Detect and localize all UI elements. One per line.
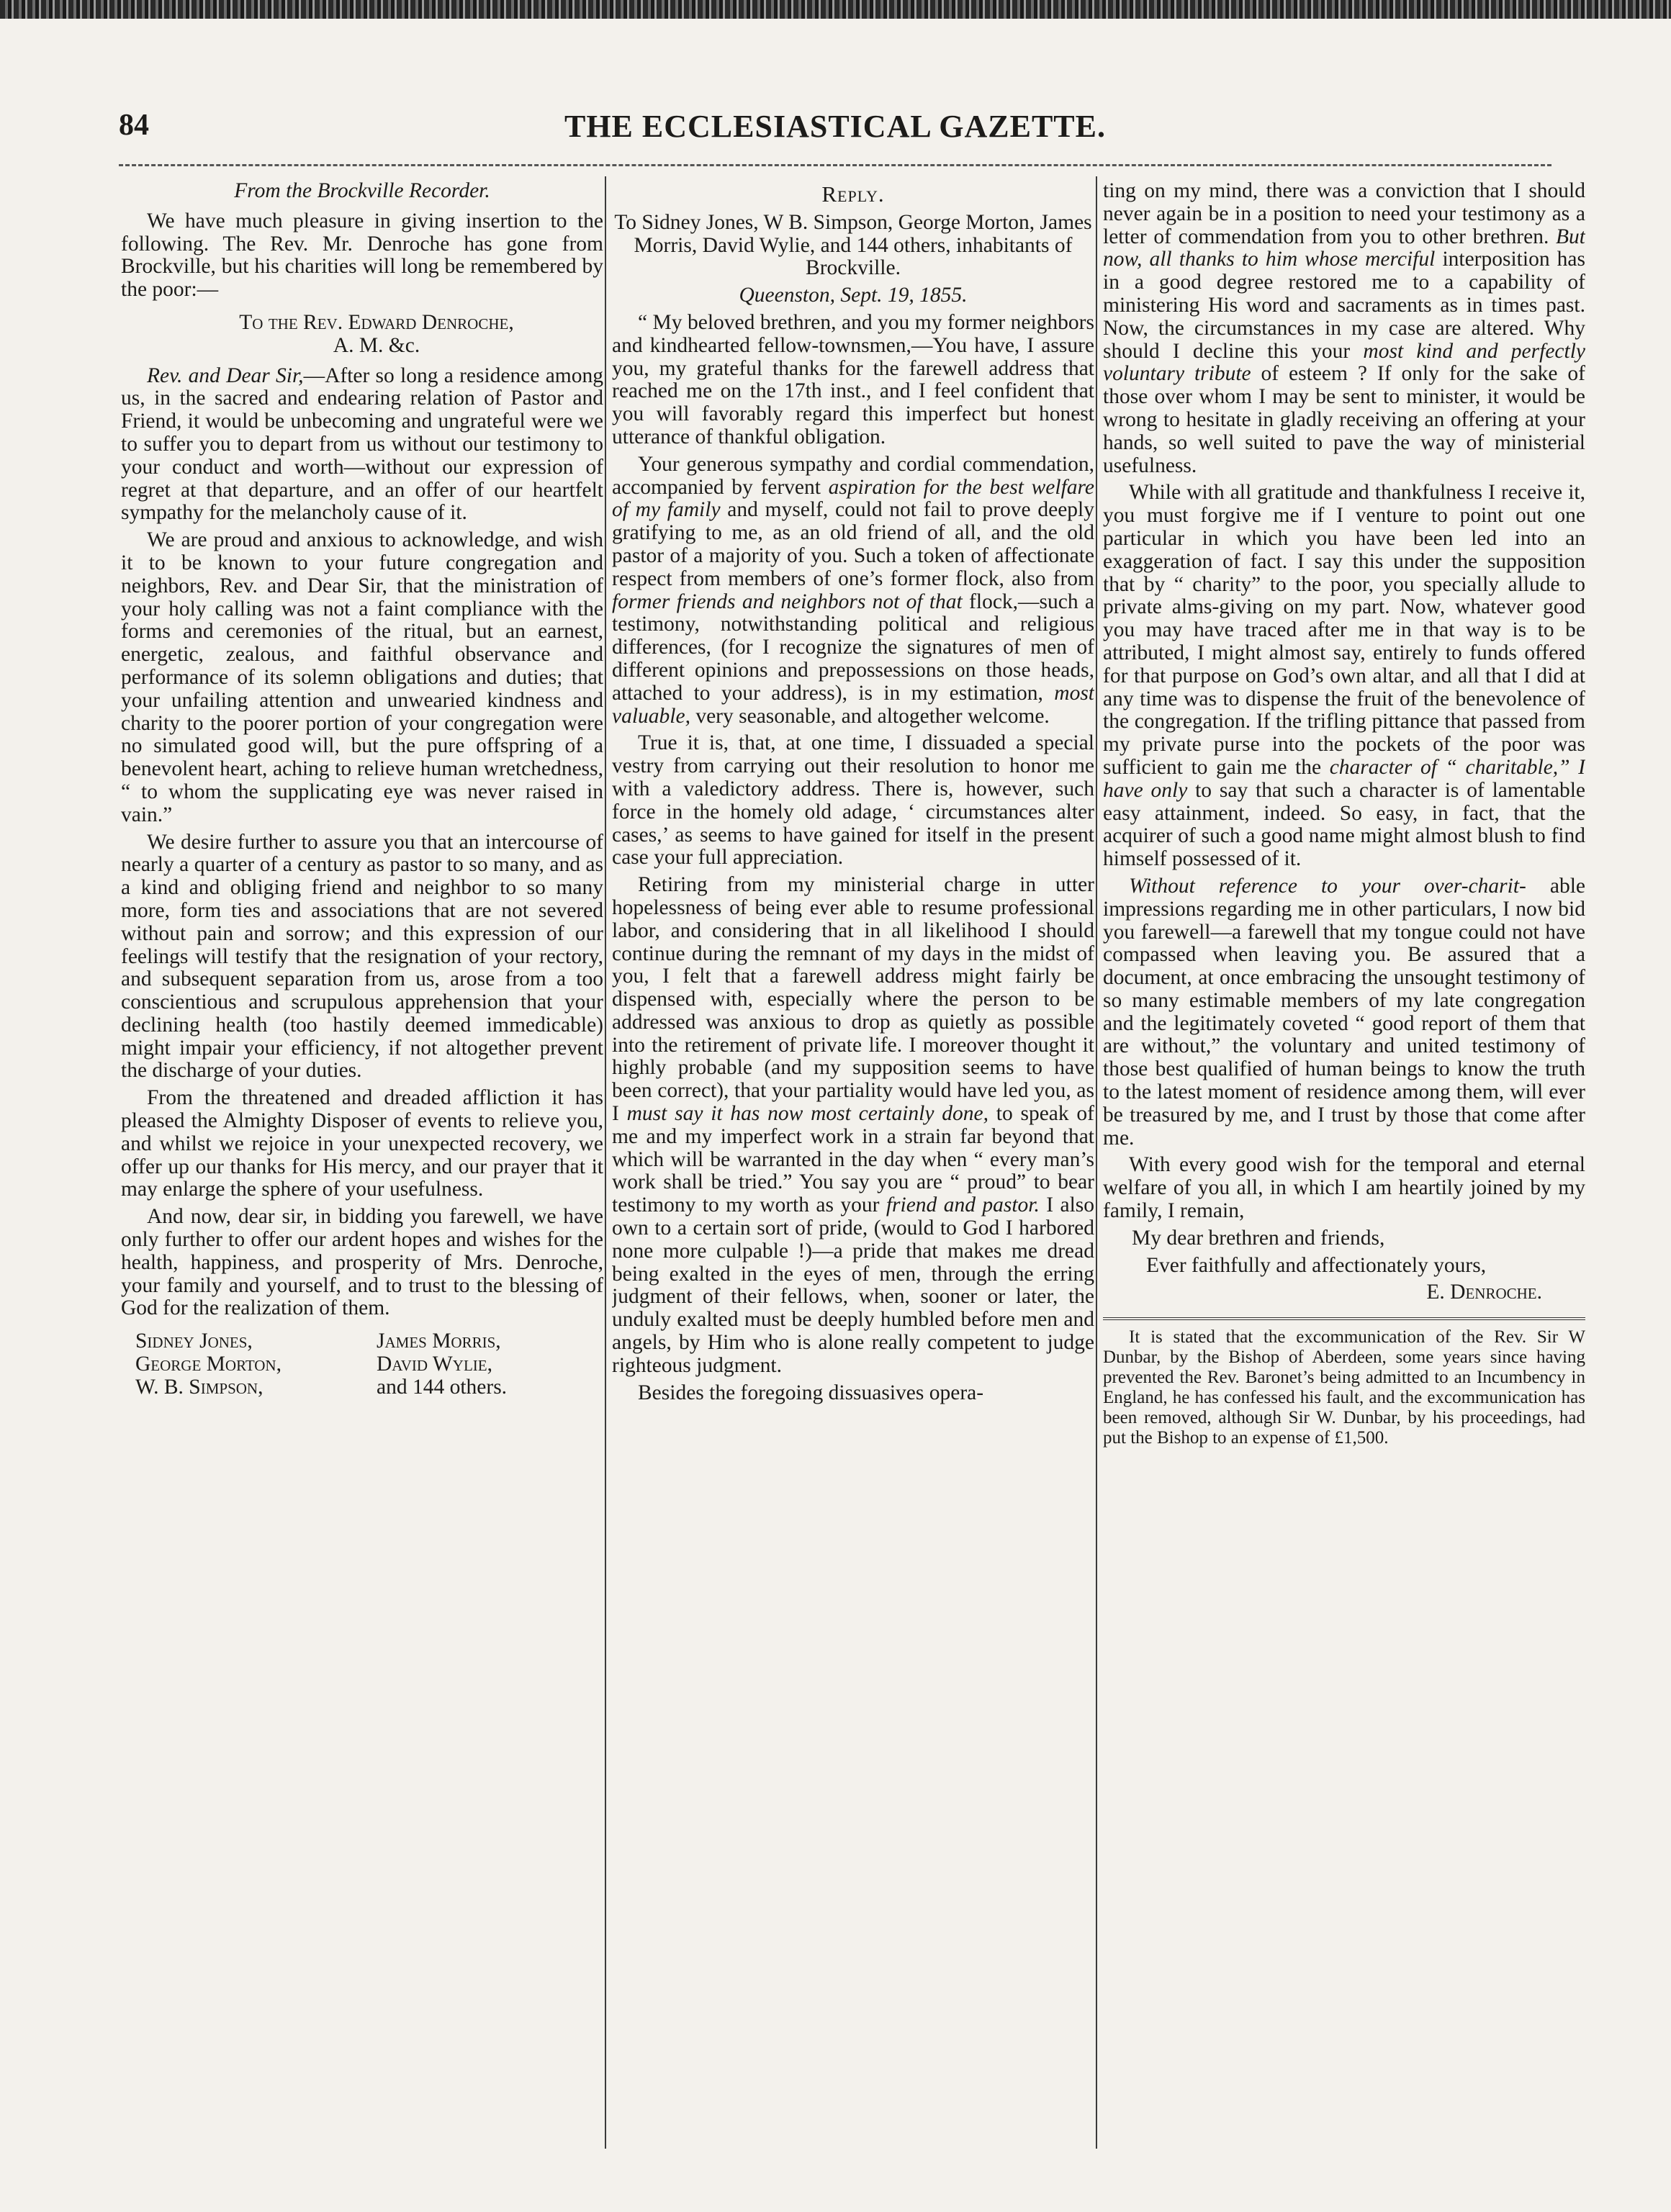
column-divider — [1096, 176, 1097, 2149]
italic-run: former friends and neighbors not of that — [612, 590, 963, 613]
text-run: able impressions regarding me in other particulars, I now bid you farewell—a farewell that my tongue could not have compassed when leaving you. Be assured that a document, at once embracing the unsought testimony of so many estimable members of my late congregation and the legitimately coveted “ good report of them that are without,” the voluntary and united testimony of those best qualified of human beings to know the truth to the latest moment of residence among them, will ever be treasured by me, and I trust by those that come after me. — [1103, 874, 1585, 1150]
italic-run: friend and pastor. — [886, 1193, 1040, 1217]
italic-run: Without reference to your over-charit- — [1129, 874, 1526, 898]
news-note: It is stated that the excommunication of the Rev. Sir W Dunbar, by the Bishop of Aberdeen, some years since having prevented the Rev. Baronet’s being admitted to an Incumbency in England, he has confessed his fault, and the excommunication has been removed, although Sir W. Dunbar, by his proceedings, had put the Bishop to an expense of £1,500. — [1103, 1327, 1585, 1448]
reply-addressees: To Sidney Jones, W B. Simpson, George Morton, James Morris, David Wylie, and 144 others, inhabitants of Brockville. — [614, 210, 1092, 280]
text-run: to say that such a character is of lamentable easy attainment, indeed. So easy, in fact, that the acquirer of such a good name might almost blush to find himself possessed of it. — [1103, 778, 1585, 871]
signatures — [121, 1330, 603, 1399]
closing-line: Ever faithfully and affectionately yours, — [1146, 1253, 1487, 1277]
reply-paragraph — [1103, 875, 1585, 1150]
column-divider — [605, 176, 606, 2149]
text-run: and myself, could not fail to prove deeply gratifying to me, as an old friend of all, and the old pastor of a majority of you. Such a token of affectionate respect from members of one’s former flock, also from — [612, 498, 1094, 590]
dateline: Queenston, Sept. 19, 1855. — [739, 284, 968, 307]
reply-paragraph — [612, 453, 1094, 728]
column-1 — [121, 180, 603, 2167]
header-rule — [119, 164, 1551, 166]
reply-paragraph: True it is, that, at one time, I dissuaded a special vestry from carrying out their resolution to honor me with a valedictory address. There is, however, such force in the homely old adage, ‘ circumstances alter cases,’ as seems to have gained for itself in the present case your full appreciation. — [612, 731, 1094, 870]
text-run: Your generous sympathy and cordial commendation, accompanied by fervent — [612, 452, 1094, 499]
reply-paragraph — [612, 874, 1094, 1378]
column-3 — [1103, 180, 1585, 2167]
address-text: —After so long a residence among us, in the sacred and endearing relation of Pastor and Friend, it would be unbecoming and ungrateful were we to suffer you to depart from us without our testimony to your conduct and worth—without our expression of regret at that departure, and an offer of our heartfelt sympathy for the melancholy cause of it. — [121, 364, 603, 525]
reply-paragraph: With every good wish for the temporal and eternal welfare of you all, in which I am heartily joined by my family, I remain, — [1103, 1153, 1585, 1223]
addressee — [121, 312, 603, 358]
page-header — [119, 108, 1551, 158]
reply-paragraph: “ My beloved brethren, and you my former neighbors and kindhearted fellow-townsmen,—You have, I assure you, my grateful thanks for the farewell address that reached me on the 17th inst., and I feel confident that you will favorably regard this imperfect but honest utterance of thankful obligation. — [612, 310, 1094, 448]
reply-paragraph: Besides the foregoing dissuasives opera- — [638, 1381, 984, 1404]
address-paragraph: We are proud and anxious to acknowledge, and wish it to be known to your future congregation and neighbors, Rev. and Dear Sir, that the ministration of your holy calling was not a faint compliance with the forms and ceremonies of the ritual, but an earnest, energetic, zealous, and faithful observance and performance of its solemn obligations and duties; that your unfailing attention and unwearied kindness and charity to the poorer portion of your congregation were no simulated good will, but the pure offspring of a benevolent heart, aching to relieve human wretchedness, “ to whom the supplicating eye was never raised in vain.” — [121, 528, 603, 826]
text-run: Retiring from my ministerial charge in utter hopelessness of being ever able to resume professional labor, and considering that in all likelihood I should continue during the remnant of my days in the midst of you, I felt that a farewell address might fairly be dispensed with, especially where the person to be addressed was anxious to drop as quietly as possible into the retirement of private life. I moreover thought it highly probable (and my supposition seems to have been correct), that your partiality would have led you, as I — [612, 873, 1094, 1126]
closing-line: My dear brethren and friends, — [1132, 1226, 1385, 1250]
note-rule — [1103, 1317, 1585, 1320]
reply-heading: Reply. — [821, 181, 885, 207]
italic-run: But now, all thanks to him whose merciful — [1103, 225, 1585, 271]
source-line: From the Brockville Recorder. — [234, 180, 490, 202]
address-paragraph: We desire further to assure you that an intercourse of nearly a quarter of a century as pastor to so many, and as a kind and obliging friend and neighbor to so many more, form ties and associations that are not severed without pain and sorrow; and this expression of our feelings will testify that the resignation of your rectory, and subsequent separation from us, arose from a too conscientious and scrupulous apprehension that your declining health (too hastily deemed immedicable) might impair your efficiency, if not altogether prevent the discharge of your duties. — [121, 830, 603, 1083]
signature: and 144 others. — [377, 1375, 508, 1399]
signature: George Morton, — [135, 1353, 281, 1376]
reply-paragraph — [1103, 180, 1585, 477]
italic-run: must say it has now most certainly done, — [626, 1102, 988, 1126]
text-run: very seasonable, and altogether welcome. — [690, 704, 1050, 728]
address-paragraph — [121, 365, 603, 525]
masthead-title: THE ECCLESIASTICAL GAZETTE. — [564, 109, 1107, 144]
signature: Sidney Jones, — [135, 1330, 253, 1353]
signoff: E. Denroche. — [1426, 1281, 1542, 1304]
signature: W. B. Simpson, — [135, 1375, 264, 1399]
text-run: of esteem ? If only for the sake of those over whom I may be sent to minister, it would be wrong to hesitate in gladly receiving an offering at your hands, so well suited to pave the way of ministerial usefulness. — [1103, 362, 1585, 477]
italic-run: most kind and perfectly voluntary tribute — [1103, 339, 1585, 386]
top-scan-band — [0, 0, 1671, 19]
signature: David Wylie, — [377, 1353, 492, 1376]
addressee-line: A. M. &c. — [333, 333, 420, 357]
text-run: flock,—such a testimony, notwithstanding political and religious differences, (for I recognize the signatures of men of different opinions and prepossessions on those heads, attached to your address), is in my estimation, — [612, 590, 1094, 705]
salutation: Rev. and Dear Sir, — [147, 364, 304, 387]
text-run: to speak of me and my imperfect work in a strain far beyond that which will be warranted in the day when “ every man’s work shall be tried.” You say you are “ proud” to bear testimony to my worth as your — [612, 1102, 1094, 1217]
italic-run: aspiration for the best welfare of my family — [612, 475, 1094, 522]
address-paragraph: From the threatened and dreaded affliction it has pleased the Almighty Disposer of events to relieve you, and whilst we rejoice in your unexpected recovery, we offer up our thanks for His mercy, and our prayer that it may enlarge the sphere of your usefulness. — [121, 1086, 603, 1201]
signature: James Morris, — [377, 1330, 501, 1353]
address-paragraph: And now, dear sir, in bidding you farewell, we have only further to offer our ardent hopes and wishes for the health, happiness, and prosperity of Mrs. Denroche, your family and yourself, and to trust to the blessing of God for the realization of them. — [121, 1205, 603, 1320]
text-run: While with all gratitude and thankfulness I receive it, you must forgive me if I venture to point out one particular in which you have been led into an exaggeration of fact. I say this under the supposition that by “ charity” to the poor, you specially allude to private alms-giving on my part. Now, whatever good you may have traced after me in that way is to be attributed, I might almost say, entirely to funds offered for that purpose on God’s own altar, and all that I did at any time was to dispense the fruit of the benevolence of the congregation. If the trifling pittance that passed from my private purse into the pockets of the poor was sufficient to gain me the — [1103, 481, 1585, 779]
text-run: interposition has in a good degree restored me to a capability of ministering His word and sacraments as in times past. Now, the circumstances in my case are altered. Why should I decline this your — [1103, 248, 1585, 363]
intro-paragraph: We have much pleasure in giving insertion to the following. The Rev. Mr. Denroche has gone from Brockville, but his charities will long be remembered by the poor:— — [121, 209, 603, 302]
column-2 — [612, 180, 1094, 2167]
page-number: 84 — [119, 109, 149, 142]
italic-run: most valuable, — [612, 681, 1094, 728]
text-run: ting on my mind, there was a conviction that I should never again be in a position to need your testimony as a letter of commendation from you to other brethren. — [1103, 180, 1585, 248]
text-run: I also own to a certain sort of pride, (would to God I harbored none more culpable !)—a pride that makes me dread being exalted in the eyes of men, through the erring judgment of their fellows, when, sooner or later, the unduly exalted must be deeply humbled before men and angels, by Him who is alone really competent to judge righteous judgment. — [612, 1193, 1094, 1377]
reply-paragraph — [1103, 482, 1585, 871]
addressee-line: To the Rev. Edward Denroche, — [239, 310, 514, 334]
italic-run: character of “ charitable,” I have only — [1103, 755, 1585, 802]
